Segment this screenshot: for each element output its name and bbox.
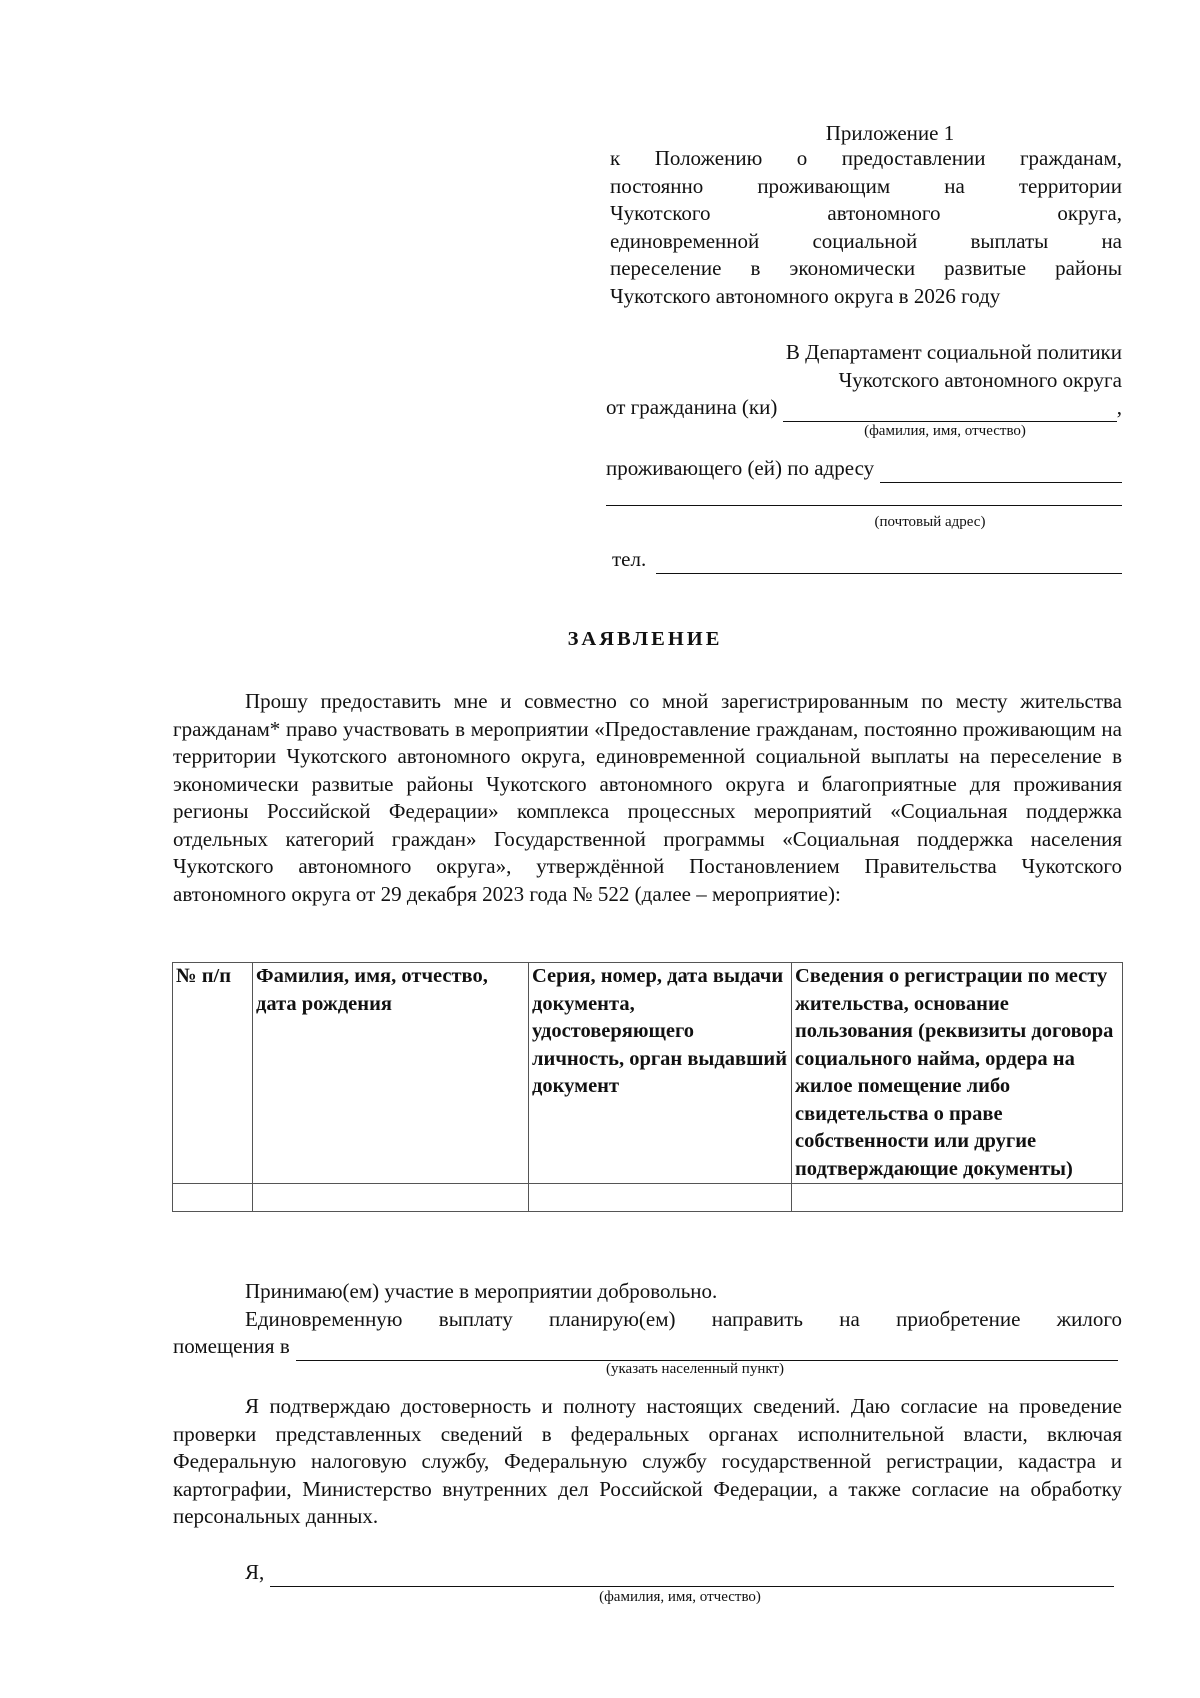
header-registration: Сведения о регистрации по месту жительства, основание пользования (реквизиты договора социального найма, ордера на жилое помещение либо свидетельства о праве собственности или другие подтверждающие документы) xyxy=(792,963,1123,1184)
from-citizen-line xyxy=(606,394,1122,422)
appendix-line: переселение в экономически развитые районы xyxy=(610,256,1122,280)
payment-place-field[interactable] xyxy=(296,1340,1118,1361)
payment-place-line xyxy=(173,1333,1118,1361)
appendix-line: к Положению о предоставлении гражданам, xyxy=(610,146,1122,170)
appendix-line: Чукотского автономного округа в 2026 году xyxy=(610,283,1001,308)
department-line: В Департамент социальной политики xyxy=(785,340,1122,364)
voluntary-line: Принимаю(ем) участие в мероприятии добровольно. xyxy=(245,1279,718,1303)
department-line: Чукотского автономного округа xyxy=(838,367,1122,392)
address-field-second[interactable] xyxy=(606,505,1122,506)
from-citizen-comma: , xyxy=(1116,395,1122,419)
addressee-block xyxy=(560,339,1122,394)
confirm-paragraph: Я подтверждаю достоверность и полноту настоящих сведений. Даю согласие на проведение проверки представленных сведений в федеральных органах исполнительной власти, включая Федеральную налоговую службу, Федеральную службу государственной регистрации, кадастра и картографии, Министерство внутренних дел Российской Федерации, а также согласие на обработку персональных данных. xyxy=(173,1394,1122,1528)
address-hint: (почтовый адрес) xyxy=(874,514,986,530)
phone-label: тел. xyxy=(612,547,647,571)
from-citizen-field[interactable] xyxy=(783,401,1116,422)
table-cell[interactable] xyxy=(792,1184,1123,1212)
payment-place-label: помещения в xyxy=(173,1334,290,1358)
appendix-text xyxy=(610,145,1122,310)
signer-field[interactable] xyxy=(270,1566,1114,1587)
phone-line xyxy=(612,546,1122,574)
document-title: ЗАЯВЛЕНИЕ xyxy=(567,628,723,650)
address-label: проживающего (ей) по адресу xyxy=(606,456,875,480)
appendix-line: постоянно проживающим на территории xyxy=(610,173,1122,198)
table-cell[interactable] xyxy=(253,1184,529,1212)
signer-line xyxy=(245,1559,1114,1587)
payment-line: Единовременную выплату планирую(ем) направить на приобретение жилого xyxy=(245,1307,1122,1331)
from-citizen-hint: (фамилия, имя, отчество) xyxy=(864,423,1026,439)
header-document: Серия, номер, дата выдачи документа, удостоверяющего личность, орган выдавший документ xyxy=(529,963,792,1184)
payment-place-hint: (указать населенный пункт) xyxy=(606,1361,784,1377)
appendix-line: единовременной социальной выплаты на xyxy=(610,228,1122,253)
address-field[interactable] xyxy=(880,462,1122,483)
signer-label: Я, xyxy=(245,1560,265,1584)
header-number: № п/п xyxy=(173,963,253,1184)
signer-hint: (фамилия, имя, отчество) xyxy=(599,1589,761,1605)
citizens-table xyxy=(172,962,1123,1212)
appendix-title: Приложение 1 xyxy=(825,121,955,145)
table-header-row xyxy=(173,963,1123,1184)
request-paragraph: Прошу предоставить мне и совместно со мной зарегистрированным по месту жительства гражданам* право участвовать в мероприятии «Предоставление гражданам, постоянно проживающим на территории Чукотского автономного округа, единовременной социальной выплаты на переселение в экономически развитые районы Чукотского автономного округа и благоприятные для проживания регионы Российской Федерации» комплекса процессных мероприятий «Социальная поддержка отдельных категорий граждан» Государственной программы «Социальная поддержка населения Чукотского автономного округа», утверждённой Постановлением Правительства Чукотского автономного округа от 29 декабря 2023 года № 522 (далее – мероприятие): xyxy=(173,689,1122,906)
table-cell[interactable] xyxy=(529,1184,792,1212)
table-row xyxy=(173,1184,1123,1212)
from-citizen-label: от гражданина (ки) xyxy=(606,395,778,419)
header-name: Фамилия, имя, отчество, дата рождения xyxy=(253,963,529,1184)
table-cell[interactable] xyxy=(173,1184,253,1212)
address-line xyxy=(606,455,1122,483)
phone-field[interactable] xyxy=(656,553,1122,574)
appendix-line: Чукотского автономного округа, xyxy=(610,201,1122,225)
